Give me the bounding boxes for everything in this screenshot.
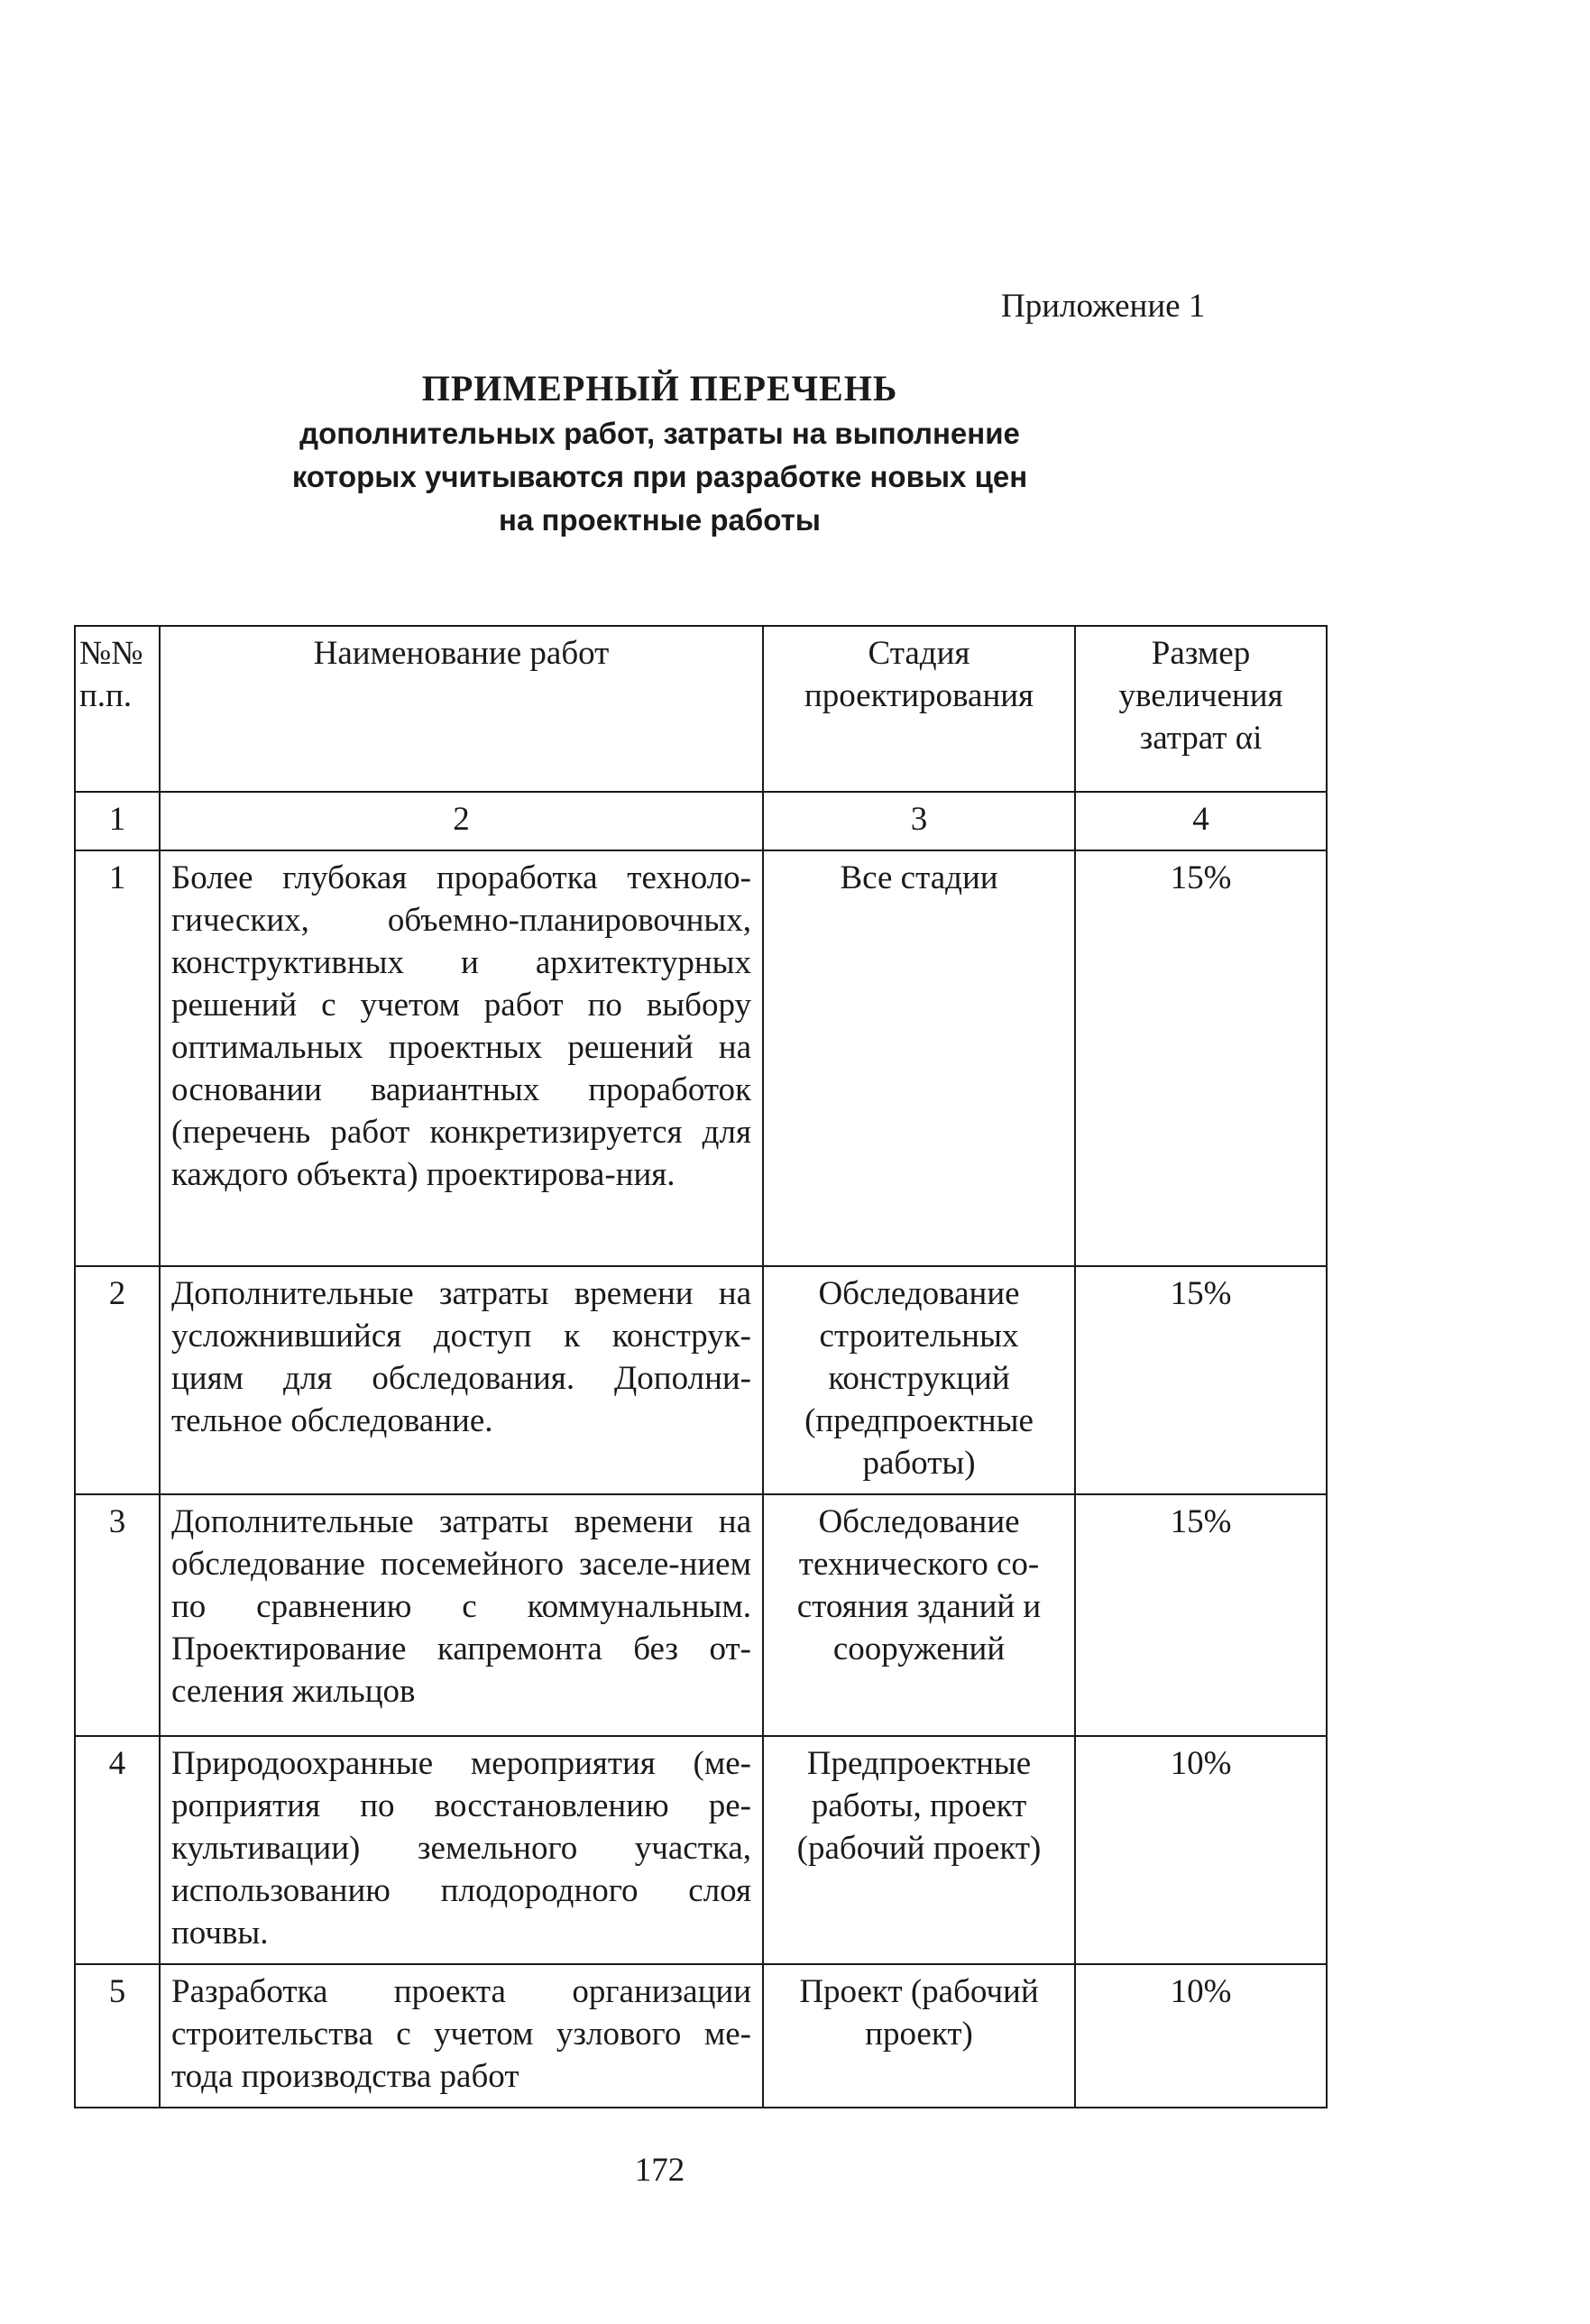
column-number: 2 bbox=[160, 792, 763, 850]
column-number: 4 bbox=[1075, 792, 1327, 850]
row-num: 4 bbox=[75, 1736, 160, 1964]
column-number: 3 bbox=[763, 792, 1075, 850]
table-header-row bbox=[75, 626, 1327, 792]
row-num: 3 bbox=[75, 1494, 160, 1736]
row-stage: Обследование строительных конструкций (предпроектные работы) bbox=[763, 1266, 1075, 1494]
table-row bbox=[75, 1494, 1327, 1736]
document-title bbox=[0, 365, 1319, 542]
table-row bbox=[75, 1964, 1327, 2108]
header-increase: Размер увеличения затрат αi bbox=[1075, 626, 1327, 792]
works-table bbox=[74, 625, 1328, 2108]
column-number-row bbox=[75, 792, 1327, 850]
row-num: 1 bbox=[75, 850, 160, 1266]
title-line-3: на проектные работы bbox=[499, 503, 821, 537]
table-row bbox=[75, 1736, 1327, 1964]
row-name: Дополнительные затраты времени на усложнившийся доступ к конструк-циям для обследования. Дополни-тельное обследование. bbox=[160, 1266, 763, 1494]
row-increase: 15% bbox=[1075, 1266, 1327, 1494]
row-increase: 15% bbox=[1075, 850, 1327, 1266]
row-name: Более глубокая проработка техноло-гических, объемно-планировочных, конструктивных и архитектурных решений с учетом работ по выбору оптимальных проектных решений на основании вариантных проработок (перечень работ конкретизируется для каждого объекта) проектирова-ния. bbox=[160, 850, 763, 1266]
row-increase: 10% bbox=[1075, 1964, 1327, 2108]
row-name: Дополнительные затраты времени на обследование посемейного заселе-нием по сравнению с коммунальным. Проектирование капремонта без от-селения жильцов bbox=[160, 1494, 763, 1736]
header-name: Наименование работ bbox=[160, 626, 763, 792]
row-increase: 10% bbox=[1075, 1736, 1327, 1964]
appendix-label: Приложение 1 bbox=[1001, 288, 1206, 325]
title-line-1: дополнительных работ, затраты на выполнение bbox=[299, 417, 1020, 450]
row-name: Разработка проекта организации строительства с учетом узлового ме-тода производства работ bbox=[160, 1964, 763, 2108]
row-stage: Предпроектные работы, проект (рабочий проект) bbox=[763, 1736, 1075, 1964]
row-name: Природоохранные мероприятия (ме-роприятия по восстановлению ре-культивации) земельного участка, использованию плодородного слоя почвы. bbox=[160, 1736, 763, 1964]
page-number: 172 bbox=[634, 2152, 685, 2189]
row-num: 5 bbox=[75, 1964, 160, 2108]
header-num: №№ п.п. bbox=[75, 626, 160, 792]
row-num: 2 bbox=[75, 1266, 160, 1494]
row-stage: Проект (рабочий проект) bbox=[763, 1964, 1075, 2108]
table-row bbox=[75, 850, 1327, 1266]
header-stage: Стадия проектирования bbox=[763, 626, 1075, 792]
column-number: 1 bbox=[75, 792, 160, 850]
title-line-2: которых учитываются при разработке новых цен bbox=[291, 460, 1028, 493]
row-stage: Все стадии bbox=[763, 850, 1075, 1266]
row-stage: Обследование технического со-стояния зданий и сооружений bbox=[763, 1494, 1075, 1736]
title-main: ПРИМЕРНЫЙ ПЕРЕЧЕНЬ bbox=[421, 368, 898, 409]
row-increase: 15% bbox=[1075, 1494, 1327, 1736]
table-row bbox=[75, 1266, 1327, 1494]
